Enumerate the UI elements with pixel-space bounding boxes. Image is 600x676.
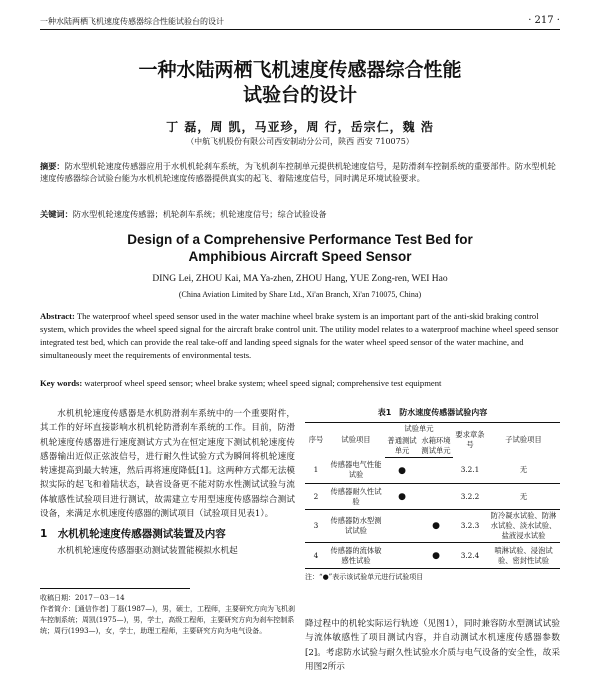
chinese-keywords — [40, 208, 560, 220]
cell-unit-a: ● — [385, 484, 419, 510]
section-1-heading: 1 水机机轮速度传感器测试装置及内容 — [40, 528, 226, 541]
chinese-abstract-label: 摘要： — [40, 161, 65, 171]
english-abstract-text: The waterproof wheel speed sensor used in the water machine wheel brake system is an important part of the anti-skid braking control system, which provides the wheel speed signal for the aircraft brake control unit. The utility model relates to a waterproof machine wheel speed sensor integrated test bed, which can provide the real take-off and landing speed signals for the water wheel speed sensor of the water machine, and simultaneously meet the requirements of environmental tests. — [40, 311, 559, 360]
chinese-affiliation: （中航飞机股份有限公司西安制动分公司，陕西 西安 710075） — [186, 137, 414, 146]
cell-requirement: 3.2.1 — [453, 458, 487, 484]
cell-sub-items: 无 — [487, 458, 560, 484]
cell-sub-items: 无 — [487, 484, 560, 510]
chinese-keywords-label: 关键词： — [40, 209, 73, 219]
cell-seq: 4 — [305, 543, 327, 569]
cell-sub-items: 喷淋试验、浸泡试验、密封性试验 — [487, 543, 560, 569]
cell-item: 传感器的流体敏感性试验 — [327, 543, 385, 569]
cell-unit-b — [419, 458, 453, 484]
english-abstract — [40, 310, 560, 362]
test-items-table — [305, 422, 560, 569]
table-row — [305, 543, 560, 569]
cell-unit-b — [419, 484, 453, 510]
cell-unit-b: ● — [419, 510, 453, 543]
author-info: 作者简介：[通信作者] 丁磊(1987—)，男，硕士，工程师，主要研究方向为飞机刹车控制系统；周凯(1975—)，男，学士，高级工程师，主要研究方向为刹车控制系统；周行(1993—)，女，学士，助理工程师，主要研究方向为电气设备。 — [40, 605, 295, 635]
header-seq: 序号 — [305, 423, 327, 458]
cell-requirement: 3.2.3 — [453, 510, 487, 543]
cell-seq: 3 — [305, 510, 327, 543]
footnote — [40, 593, 295, 637]
cell-requirement: 3.2.2 — [453, 484, 487, 510]
running-header-title: 一种水陆两栖飞机速度传感器综合性能试验台的设计 — [40, 17, 224, 26]
table-row — [305, 484, 560, 510]
section-1-paragraph: 水机机轮速度传感器驱动测试装置能模拟水机起 — [57, 546, 238, 557]
received-date: 收稿日期：2017－03－14 — [40, 594, 125, 602]
header-item: 试验项目 — [327, 423, 385, 458]
page-number: · 217 · — [528, 15, 560, 26]
chinese-authors: 丁 磊，周 凯，马亚珍，周 行，岳宗仁，魏 浩 — [166, 120, 434, 134]
english-abstract-label: Abstract: — [40, 311, 75, 321]
english-authors: DING Lei, ZHOU Kai, MA Ya-zhen, ZHOU Hang, YUE Zong-ren, WEI Hao — [152, 274, 448, 284]
cell-unit-b: ● — [419, 543, 453, 569]
cell-requirement: 3.2.4 — [453, 543, 487, 569]
right-column — [305, 407, 560, 672]
header-requirement: 要求章条号 — [453, 423, 487, 458]
chinese-title-line-2: 试验台的设计 — [242, 84, 357, 106]
chinese-keywords-text: 防水型机轮速度传感器；机轮刹车系统；机轮速度信号；综合试验设备 — [72, 209, 327, 219]
cell-item: 传感器耐久性试验 — [327, 484, 385, 510]
cell-seq: 1 — [305, 458, 327, 484]
cell-unit-a: ● — [385, 458, 419, 484]
header-unit-a: 普通测试单元 — [385, 435, 419, 458]
english-keywords-text: waterproof wheel speed sensor; wheel brake system; wheel speed signal; comprehensive test equipment — [84, 378, 442, 388]
english-keywords — [40, 378, 560, 388]
running-header — [40, 14, 560, 30]
table-note: 注：“●”表示该试验单元进行试验项目 — [305, 573, 424, 581]
table-row — [305, 458, 560, 484]
english-title-line-1: Design of a Comprehensive Performance Test Bed for — [127, 232, 473, 247]
left-column — [40, 407, 295, 559]
table-caption: 表1 防水速度传感器试验内容 — [377, 408, 488, 417]
right-column-paragraph: 降过程中的机轮实际运行轨迹（见图1），同时兼容防水型测试试验与流体敏感性了项目测试内容，并自动测试水机速度传感器参数[2]。考虑防水试验与耐久性试验水介质与电气设备的安全性，故采用图2所示 — [305, 619, 560, 672]
chinese-abstract — [40, 160, 560, 184]
footnote-divider — [40, 588, 190, 589]
chinese-abstract-text: 防水型机轮速度传感器应用于水机机轮刹车系统，为飞机刹车控制单元提供机轮速度信号，是防滑刹车控制系统的重要部件。防水型机轮速度传感器综合试验台能为水机机轮速度传感器提供真实的起飞、着陆速度信号，同时满足环境试验要求。 — [40, 161, 556, 183]
english-title-line-2: Amphibious Aircraft Speed Sensor — [188, 249, 412, 264]
table-row — [305, 510, 560, 543]
english-keywords-label: Key words: — [40, 378, 83, 388]
cell-unit-a — [385, 510, 419, 543]
cell-seq: 2 — [305, 484, 327, 510]
cell-sub-items: 防冷凝水试验、防淋水试验、淡水试验、盐液浸水试验 — [487, 510, 560, 543]
cell-unit-a — [385, 543, 419, 569]
header-sub-items: 子试验项目 — [487, 423, 560, 458]
english-affiliation: (China Aviation Limited by Share Ltd., Xi'an Branch, Xi'an 710075, China) — [178, 290, 422, 299]
header-unit-group: 试验单元 — [385, 423, 453, 436]
chinese-title-line-1: 一种水陆两栖飞机速度传感器综合性能 — [138, 59, 462, 81]
header-unit-b: 水箱环境测试单元 — [419, 435, 453, 458]
cell-item: 传感器电气性能试验 — [327, 458, 385, 484]
intro-paragraph: 水机机轮速度传感器是水机防滑刹车系统中的一个重要附件，其工作的好坏直接影响水机机轮防滑刹车系统的工作。目前，防滑机轮速度传感器进行速度测试方式为在恒定速度下测试机轮速度传感器输出近似正弦波信号，进行耐久性试验方式为瞬间将机轮速度转速提高到最大转速，然后再将速度降低[1]。这两种方式都无法模拟实际的起飞和着陆状态，缺省设备更不能对防水性测试试验与流体敏感性试验项目进行测试，故需建立专用型速度传感器综合测试设备，来满足水机速度传感器的测试项目（试验项目见表1）。 — [40, 409, 295, 520]
cell-item: 传感器防水型测试试验 — [327, 510, 385, 543]
